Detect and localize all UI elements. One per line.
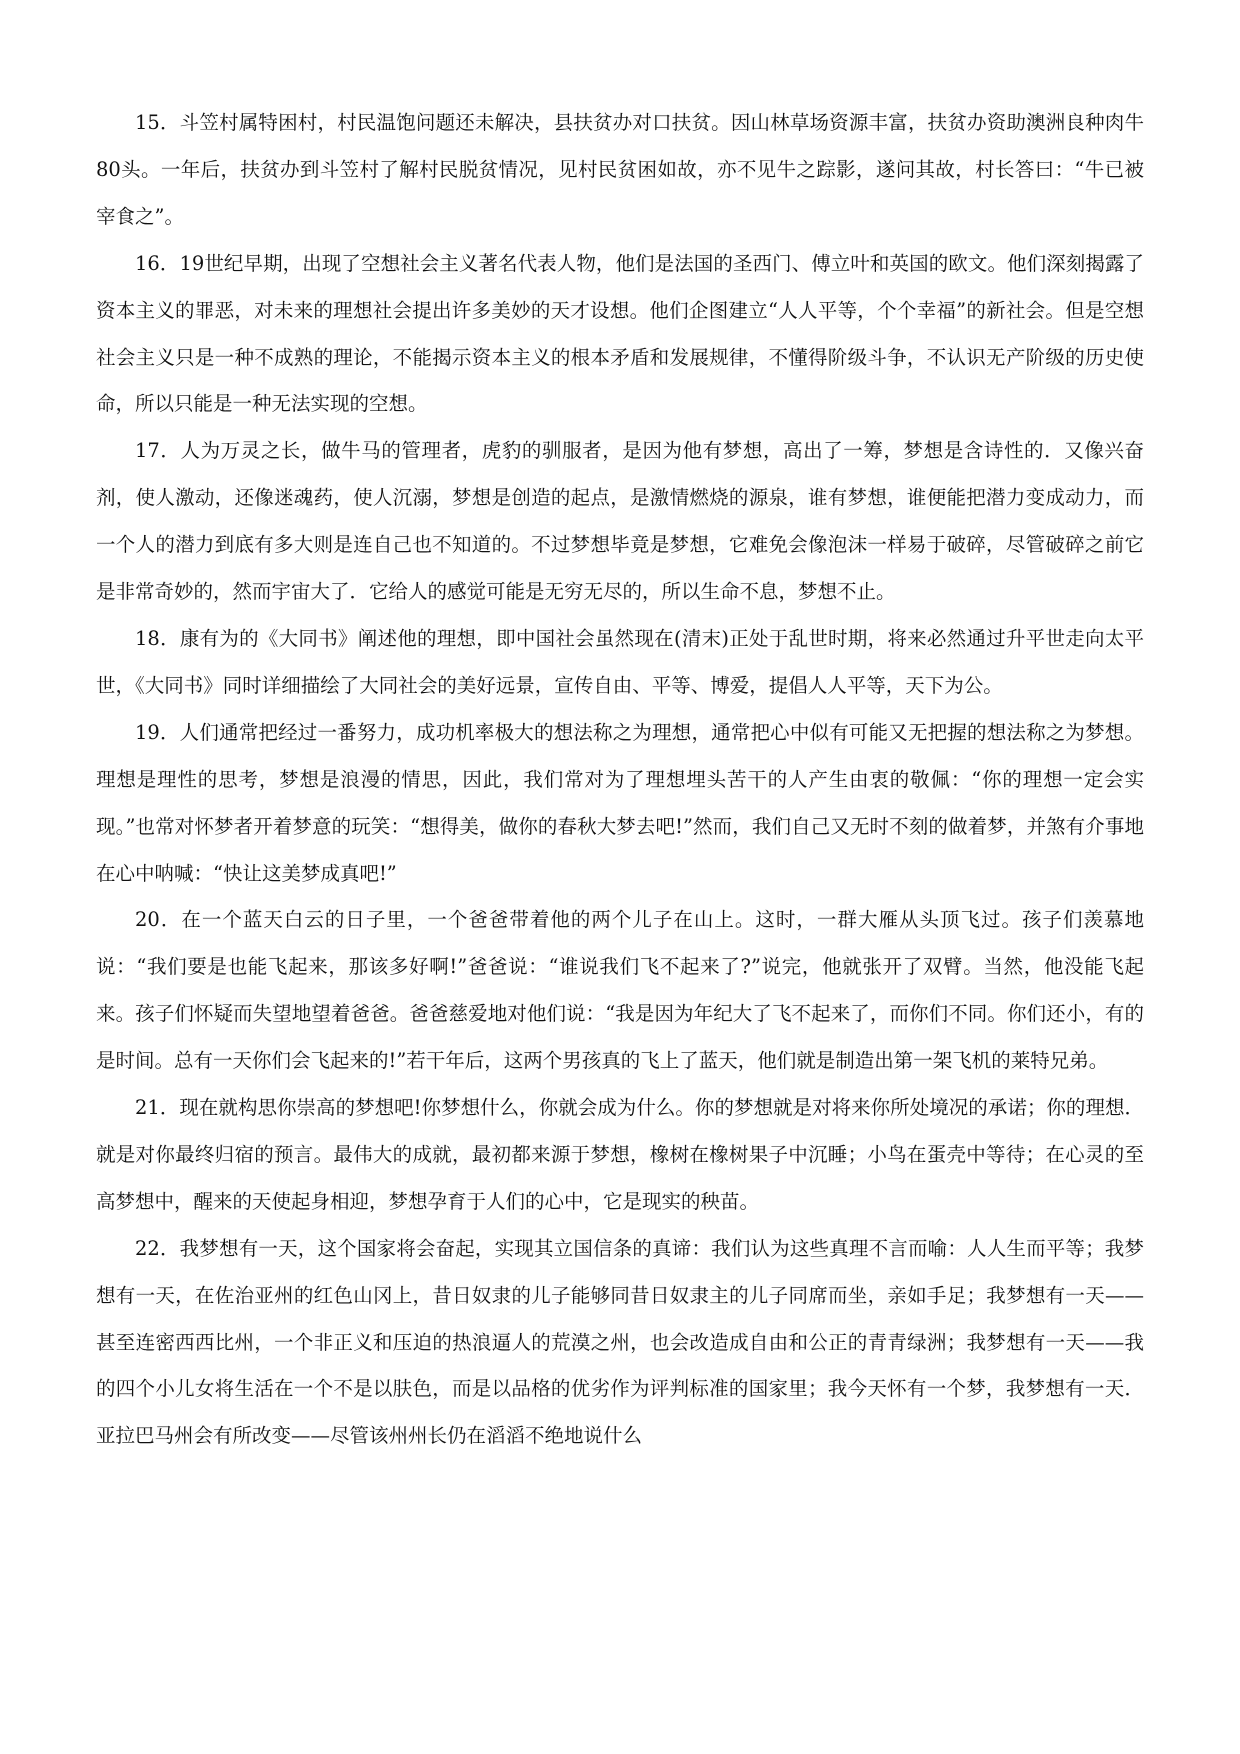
document-body bbox=[96, 100, 1144, 1460]
paragraph-18: 18．康有为的《大同书》阐述他的理想，即中国社会虽然现在(清末)正处于乱世时期，将来必然通过升平世走向太平世，《大同书》同时详细描绘了大同社会的美好远景，宣传自由、平等、博爱，提倡人人平等，天下为公。 bbox=[96, 626, 1144, 697]
paragraph-21: 21．现在就构思你崇高的梦想吧!你梦想什么，你就会成为什么。你的梦想就是对将来你所处境况的承诺；你的理想．就是对你最终归宿的预言。最伟大的成就，最初都来源于梦想，橡树在橡树果子中沉睡；小鸟在蛋壳中等待；在心灵的至高梦想中，醒来的天使起身相迎，梦想孕育于人们的心中，它是现实的秧苗。 bbox=[96, 1096, 1144, 1213]
paragraph-20: 20．在一个蓝天白云的日子里，一个爸爸带着他的两个儿子在山上。这时，一群大雁从头顶飞过。孩子们羡慕地说：“我们要是也能飞起来，那该多好啊!”爸爸说：“谁说我们飞不起来了?”说完，他就张开了双臂。当然，他没能飞起来。孩子们怀疑而失望地望着爸爸。爸爸慈爱地对他们说：“我是因为年纪大了飞不起来了，而你们不同。你们还小，有的是时间。总有一天你们会飞起来的!”若干年后，这两个男孩真的飞上了蓝天，他们就是制造出第一架飞机的莱特兄弟。 bbox=[96, 908, 1144, 1073]
paragraph-16: 16．19世纪早期，出现了空想社会主义著名代表人物，他们是法国的圣西门、傅立叶和英国的欧文。他们深刻揭露了资本主义的罪恶，对未来的理想社会提出许多美妙的天才设想。他们企图建立“人人平等，个个幸福”的新社会。但是空想社会主义只是一种不成熟的理论，不能揭示资本主义的根本矛盾和发展规律，不懂得阶级斗争，不认识无产阶级的历史使命，所以只能是一种无法实现的空想。 bbox=[96, 251, 1144, 416]
paragraph-19: 19．人们通常把经过一番努力，成功机率极大的想法称之为理想，通常把心中似有可能又无把握的想法称之为梦想。理想是理性的思考，梦想是浪漫的情思，因此，我们常对为了理想埋头苦干的人产生由衷的敬佩：“你的理想一定会实现。”也常对怀梦者开着梦意的玩笑：“想得美，做你的春秋大梦去吧!”然而，我们自己又无时不刻的做着梦，并煞有介事地在心中呐喊：“快让这美梦成真吧!” bbox=[96, 720, 1144, 885]
paragraph-22: 22．我梦想有一天，这个国家将会奋起，实现其立国信条的真谛：我们认为这些真理不言而喻：人人生而平等；我梦想有一天，在佐治亚州的红色山冈上，昔日奴隶的儿子能够同昔日奴隶主的儿子同席而坐，亲如手足；我梦想有一天——甚至连密西西比州，一个非正义和压迫的热浪逼人的荒漠之州，也会改造成自由和公正的青青绿洲；我梦想有一天——我的四个小儿女将生活在一个不是以肤色，而是以品格的优劣作为评判标准的国家里；我今天怀有一个梦，我梦想有一天．亚拉巴马州会有所改变——尽管该州州长仍在滔滔不绝地说什么 bbox=[96, 1236, 1144, 1448]
paragraph-17: 17．人为万灵之长，做牛马的管理者，虎豹的驯服者，是因为他有梦想，高出了一筹，梦想是含诗性的．又像兴奋剂，使人激动，还像迷魂药，使人沉溺，梦想是创造的起点，是激情燃烧的源泉，谁有梦想，谁便能把潜力变成动力，而一个人的潜力到底有多大则是连自己也不知道的。不过梦想毕竟是梦想，它难免会像泡沫一样易于破碎，尽管破碎之前它是非常奇妙的，然而宇宙大了．它给人的感觉可能是无穷无尽的，所以生命不息，梦想不止。 bbox=[96, 439, 1144, 604]
paragraph-15: 15．斗笠村属特困村，村民温饱问题还未解决，县扶贫办对口扶贫。因山林草场资源丰富，扶贫办资助澳洲良种肉牛80头。一年后，扶贫办到斗笠村了解村民脱贫情况，见村民贫困如故，亦不见牛之踪影，遂问其故，村长答曰：“牛已被宰食之”。 bbox=[96, 111, 1144, 228]
